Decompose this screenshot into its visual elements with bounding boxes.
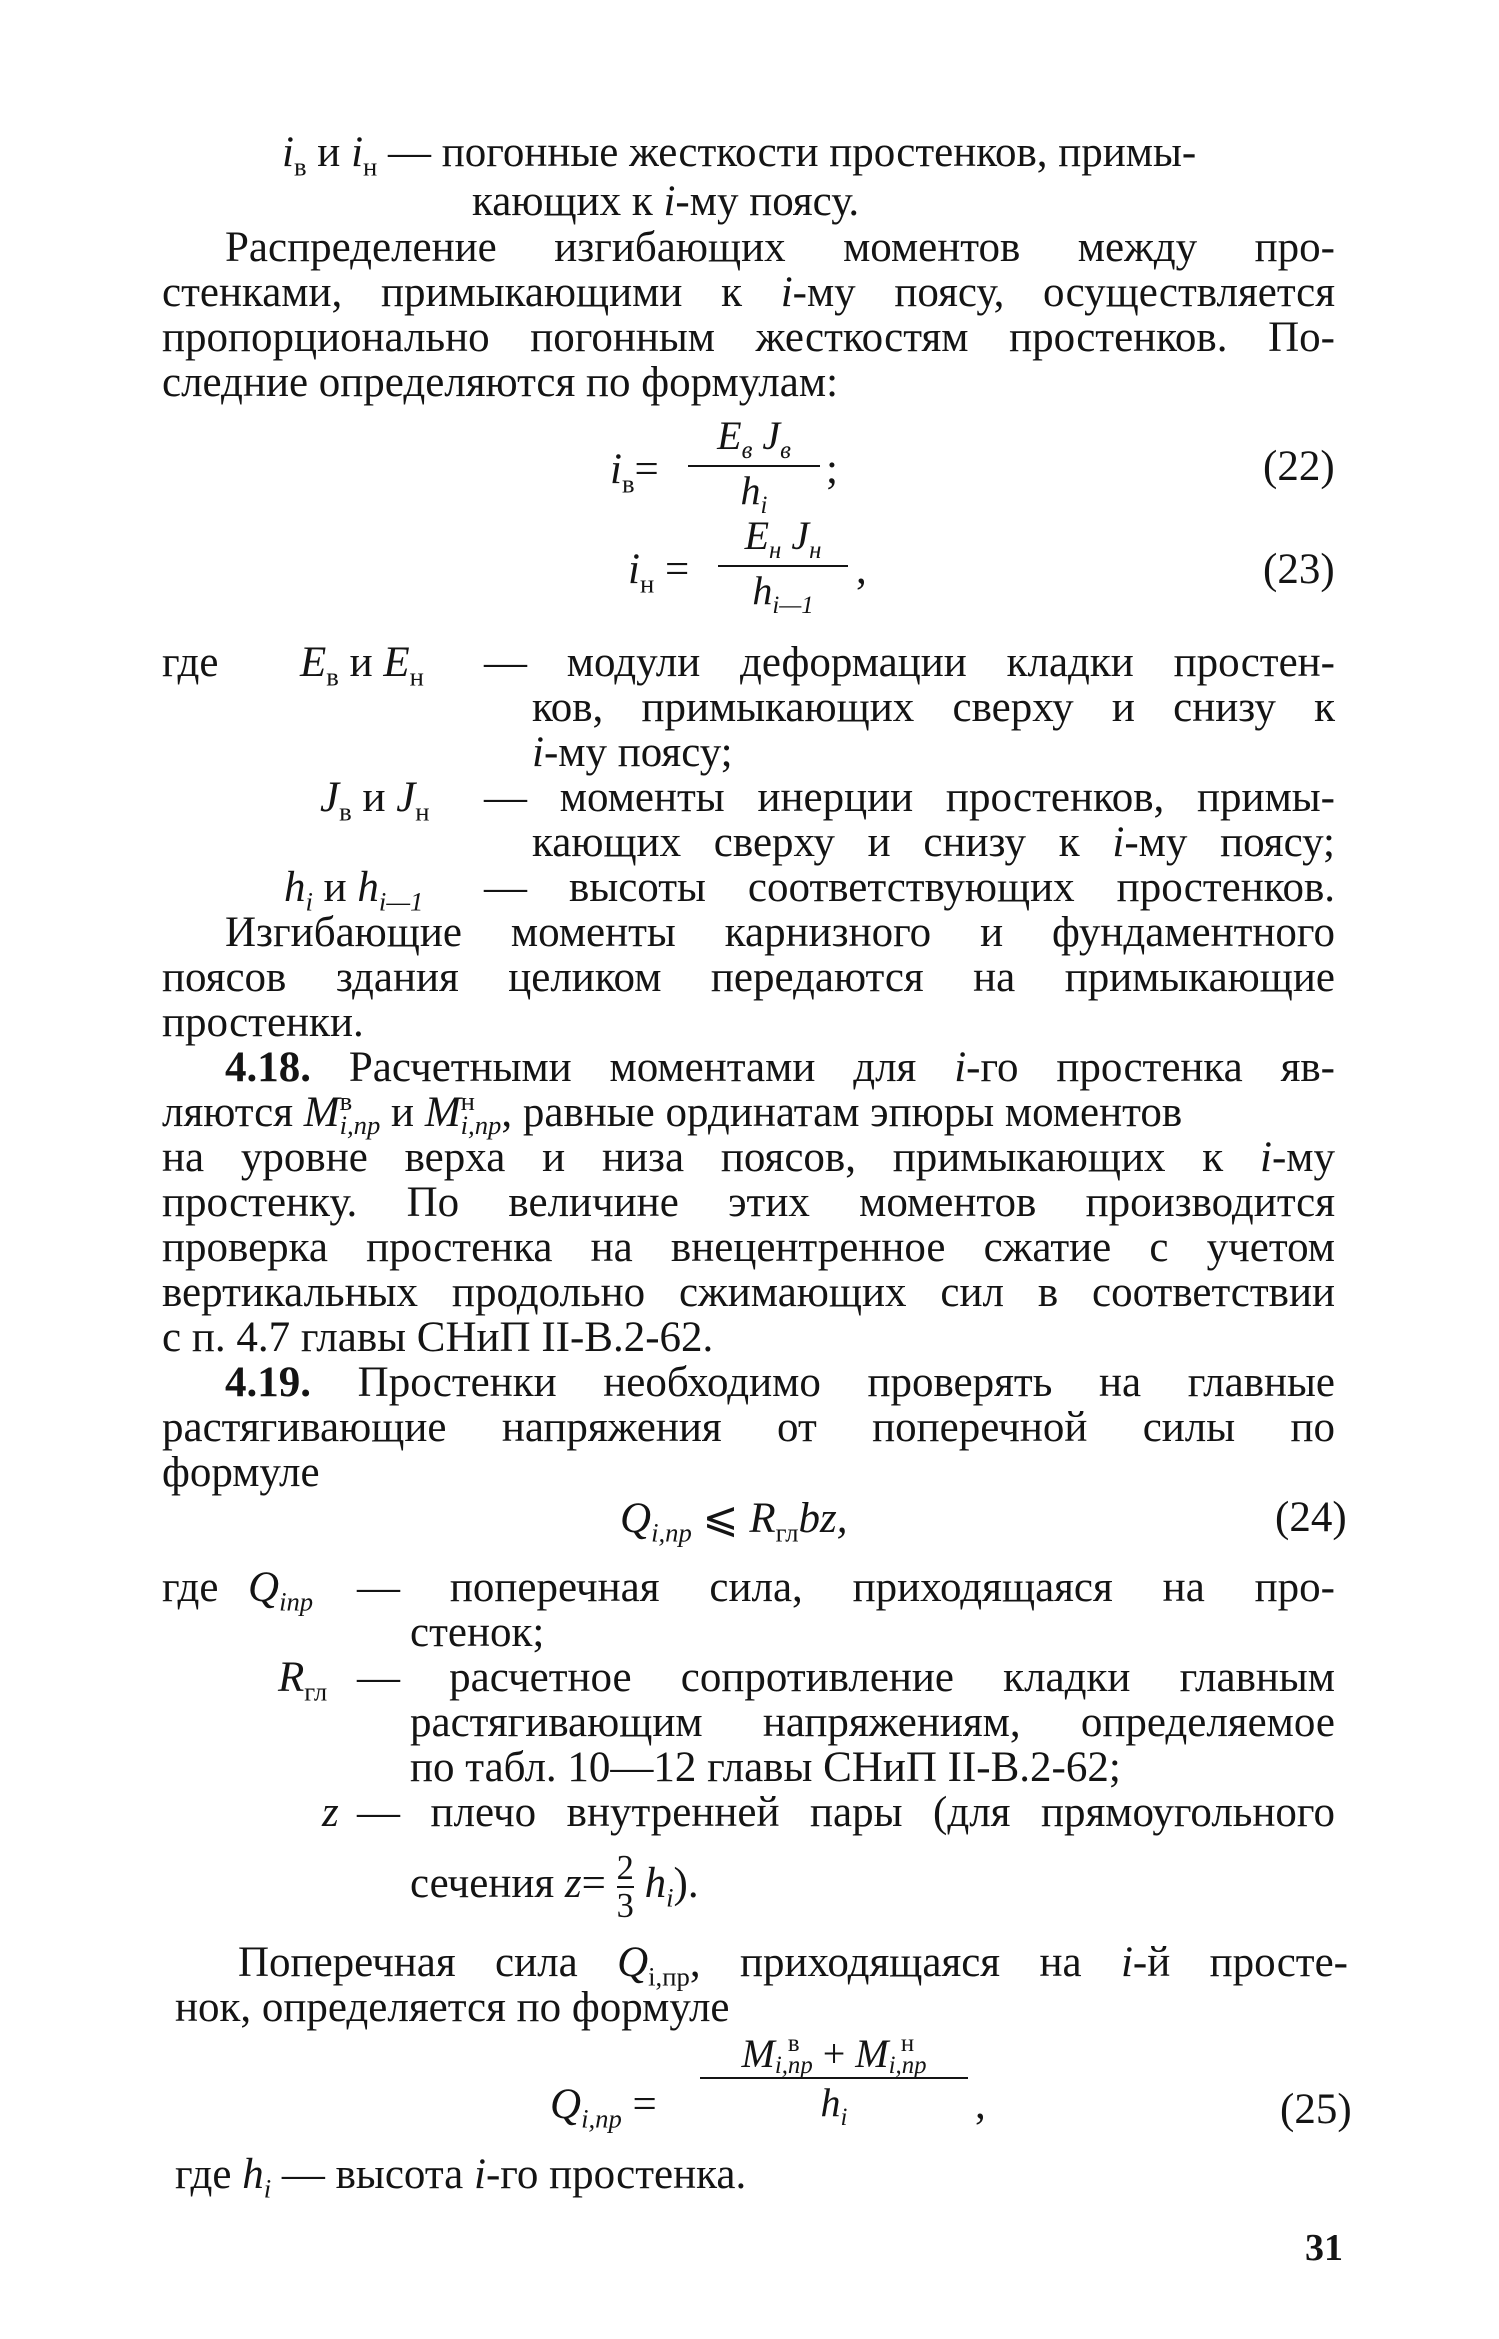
para1-line3: пропорционально погонным жесткостям простенков. По- (162, 314, 1335, 361)
sec418-line7: с п. 4.7 главы СНиП II-В.2-62. (162, 1314, 714, 1361)
q-def-symbol: $Q_{iпр}$ (248, 1564, 314, 1617)
equation-23-number: (23) (1263, 546, 1335, 593)
equation-23-lhs: $i_н$ = (628, 546, 690, 599)
q-def-line1: — поперечная сила, приходящаяся на про- (357, 1564, 1335, 1611)
equation-24-number: (24) (1275, 1494, 1347, 1541)
z-def-line1: — плечо внутренней пары (для прямоугольного (357, 1789, 1335, 1836)
equation-22-punct: ; (826, 446, 838, 493)
para3-line2: нок, определяется по формуле (175, 1984, 730, 2031)
para2-line1: Изгибающие моменты карнизного и фундаментного (225, 909, 1335, 956)
definition-iv-in: $i_в$ и $i_н$ — погонные жесткости простенков, примы- (282, 129, 1197, 182)
e-def-line2: ков, примыкающих сверху и снизу к (532, 684, 1335, 731)
z-def-symbol: z (322, 1789, 339, 1836)
equation-23-punct: , (856, 546, 867, 593)
definition-iv-in-cont: кающих к i-му поясу. (472, 178, 860, 225)
sec418-line5: проверка простенка на внецентренное сжатие с учетом (162, 1224, 1335, 1271)
equation-22-lhs: $i_в=$ (610, 446, 659, 499)
page-number: 31 (1305, 2227, 1343, 2269)
equation-25-lhs: $Q_{i,пр}$ = (550, 2081, 657, 2134)
e-def-line3: i-му поясу; (532, 729, 733, 776)
para2-line2: поясов здания целиком передаются на примыкающие (162, 954, 1335, 1001)
para1-line4: следние определяются по формулам: (162, 359, 839, 406)
e-def-line1: — модули деформации кладки простен- (484, 639, 1335, 686)
para2-line3: простенки. (162, 999, 364, 1046)
sec419-line2: растягивающие напряжения от поперечной силы по (162, 1404, 1335, 1451)
sec418-line4: простенку. По величине этих моментов производится (162, 1179, 1335, 1226)
sec418-line3: на уровне верха и низа поясов, примыкающих к i-му (162, 1134, 1335, 1181)
r-def-line1: — расчетное сопротивление кладки главным (357, 1654, 1335, 1701)
equation-22-number: (22) (1263, 443, 1335, 490)
equation-24: $Q_{i,пр}$ ⩽ $R_{гл}bz$, (620, 1495, 848, 1548)
para3-line1: Поперечная сила $Q_{i,пр}$, приходящаяся на i-й просте- (238, 1939, 1348, 1992)
equation-25-fraction: M в i,пр + M н i,пр $h_i$ (700, 2030, 968, 2132)
equation-25-punct: , (975, 2081, 986, 2128)
equation-23-fraction: $E_н$ $J_н$ $h_{i—1}$ (718, 512, 848, 620)
h-def-line1: — высоты соответствующих простенков. (484, 864, 1335, 911)
final-line: где $h_i$ — высота i-го простенка. (175, 2151, 747, 2204)
where-word-2: где (162, 1564, 219, 1611)
sec418-line2: ляются M в i,пр и M н i,пр , равные ординатам эпюры моментов (162, 1086, 1183, 1140)
para1-line1: Распределение изгибающих моментов между про- (225, 224, 1335, 271)
equation-22-fraction: $E_в$ $J_в$ $h_i$ (688, 412, 820, 520)
j-def-line2: кающих сверху и снизу к i-му поясу; (532, 819, 1335, 866)
j-def-symbols: $J_в$ и $J_н$ (320, 774, 430, 827)
z-def-line2: сечения z= $\frac{2}{3}$ $h_i$). (410, 1849, 699, 1926)
z-fraction: $\frac{2}{3}$ (616, 1849, 634, 1926)
sec419-line1: 4.19. Простенки необходимо проверять на главные (225, 1359, 1335, 1406)
para1-line2: стенками, примыкающими к i-му поясу, осуществляется (162, 269, 1335, 316)
equation-25-number: (25) (1280, 2086, 1352, 2133)
where-word-1: где (162, 639, 219, 686)
h-def-symbols: $h_i$ и $h_{i—1}$ (284, 864, 424, 917)
q-def-line2: стенок; (410, 1609, 545, 1656)
sec418-line6: вертикальных продольно сжимающих сил в соответствии (162, 1269, 1335, 1316)
r-def-line3: по табл. 10—12 главы СНиП II-В.2-62; (410, 1744, 1121, 1791)
j-def-line1: — моменты инерции простенков, примы- (484, 774, 1335, 821)
sec418-line1: 4.18. Расчетными моментами для i-го простенка яв- (225, 1044, 1336, 1091)
r-def-line2: растягивающим напряжениям, определяемое (410, 1699, 1335, 1746)
e-def-symbols: $E_в$ и $E_н$ (300, 639, 424, 692)
sec419-line3: формуле (162, 1449, 320, 1496)
r-def-symbol: $R_{гл}$ (278, 1654, 328, 1707)
